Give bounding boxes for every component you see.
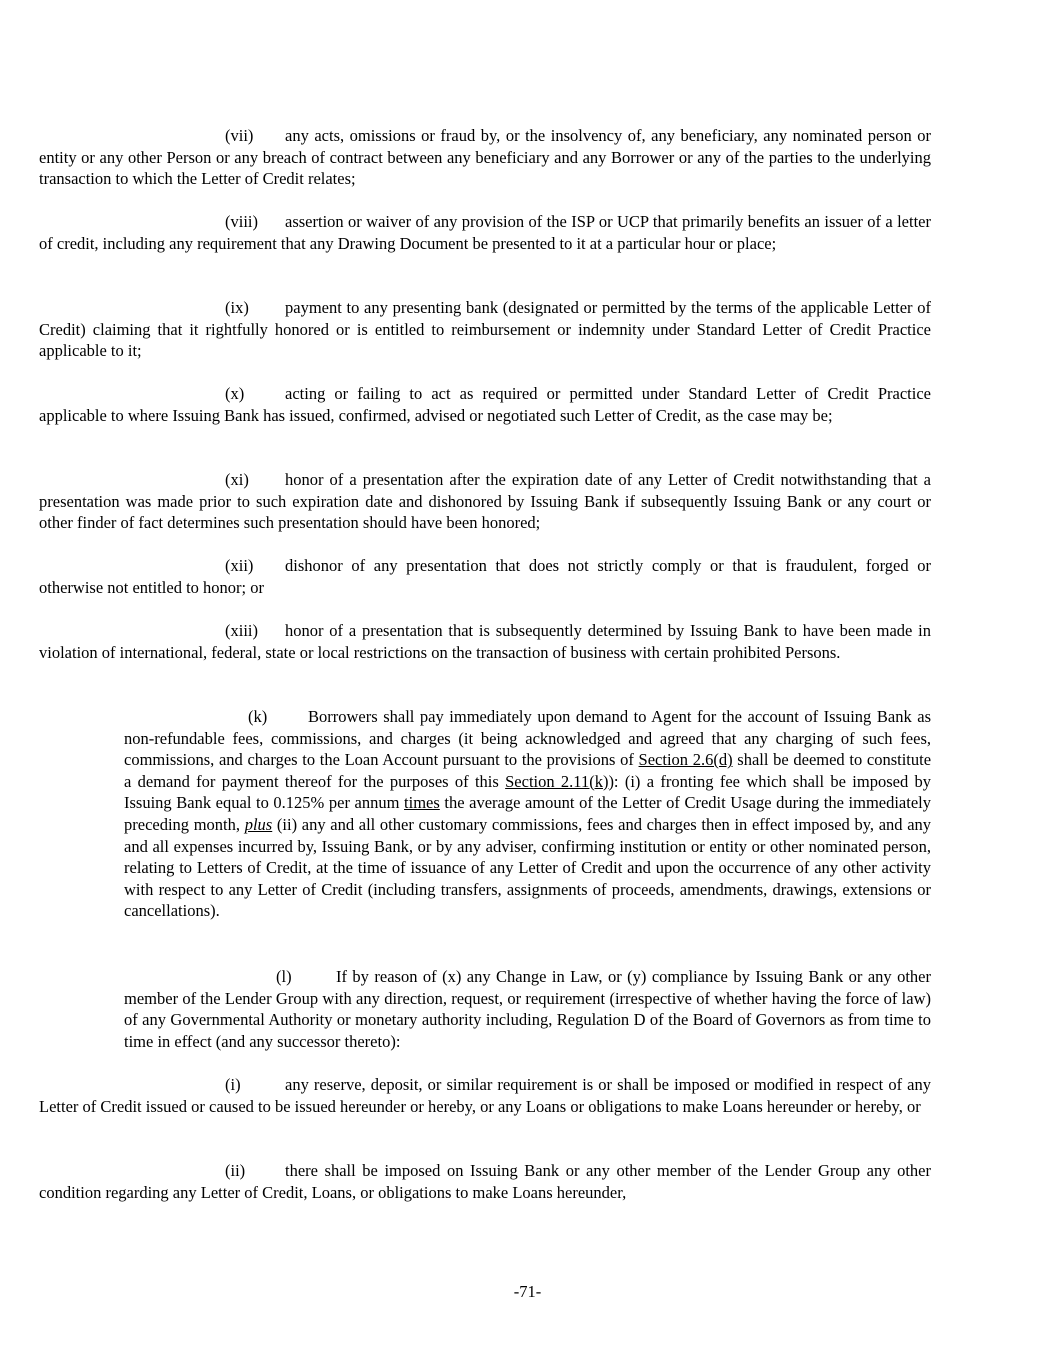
paragraph-xii [39, 555, 931, 598]
paragraph-xi [39, 469, 931, 534]
paragraph-text: ): (i) a fronting fee which shall be imposed by Issuing Bank equal to 0.125% per annum [124, 771, 932, 813]
paragraph-text: any reserve, deposit, or similar requirement is or shall be imposed or modified in respect of any Letter of Credit issued or caused to be issued hereunder or hereby, or any Loans or obligations to make Loans hereunder or hereby, or [39, 1075, 931, 1116]
section-reference: Section 2.6(d) [638, 750, 733, 770]
paragraph-vii [39, 125, 931, 190]
emphasis-term: times [404, 793, 440, 813]
page-number: -71- [513, 1282, 542, 1301]
paragraph-label: (xii) [225, 556, 254, 575]
section-reference: Section 2.11(k) [505, 771, 609, 791]
paragraph-xiii [39, 620, 931, 663]
paragraph-label: (xi) [225, 470, 249, 489]
paragraph-text: payment to any presenting bank (designated or permitted by the terms of the applicable Letter of Credit) claiming that it rightfully honored or is entitled to reimbursement or indemnity under Standard Letter of Credit Practice applicable to it; [39, 298, 931, 361]
paragraph-text: honor of a presentation after the expiration date of any Letter of Credit notwithstanding that a presentation was made prior to such expiration date and dishonored by Issuing Bank if subsequently Issuing Bank or any court or other finder of fact determines such presentation should have been honored; [39, 470, 931, 533]
paragraph-text: Borrowers shall pay immediately upon demand to Agent for the account of Issuing Bank as non-refundable fees, commissions, and charges (it being acknowledged and agreed that any charging of such fees, commissions, and charges to the Loan Account pursuant to the provisions of [124, 707, 931, 770]
paragraph-text: there shall be imposed on Issuing Bank or any other member of the Lender Group any other condition regarding any Letter of Credit, Loans, or obligations to make Loans hereunder, [39, 1161, 931, 1202]
paragraph-text: (ii) any and all other customary commissions, fees and charges then in effect imposed by, and any and all expenses incurred by, Issuing Bank, or by any adviser, confirming institution or entity or other nominated person, relating to Letters of Credit, at the time of issuance of any Letter of Credit and upon the occurrence of any other activity with respect to any Letter of Credit (including transfers, assignments of proceeds, amendments, drawings, extensions or cancellations). [124, 814, 932, 921]
paragraph-ix [39, 297, 931, 362]
paragraph-text: honor of a presentation that is subsequently determined by Issuing Bank to have been made in violation of international, federal, state or local restrictions on the transaction of business with certain prohibited Persons. [39, 621, 931, 662]
paragraph-label: (vii) [225, 126, 254, 145]
paragraph-x [39, 383, 931, 426]
paragraph-label: (xiii) [225, 621, 258, 640]
paragraph-text: dishonor of any presentation that does not strictly comply or that is fraudulent, forged or otherwise not entitled to honor; or [39, 556, 931, 597]
paragraph-text: acting or failing to act as required or permitted under Standard Letter of Credit Practice applicable to where Issuing Bank has issued, confirmed, advised or negotiated such Letter of Credit, as the case may be; [39, 384, 931, 425]
paragraph-ii [39, 1160, 931, 1203]
emphasis-term: plus [244, 814, 273, 834]
paragraph-text: shall be deemed to constitute a demand for payment thereof for the purposes of this [124, 750, 932, 791]
paragraph-label: (ix) [225, 298, 249, 317]
paragraph-l [124, 966, 931, 1052]
paragraph-label: (ii) [225, 1161, 246, 1180]
paragraph-i [39, 1074, 931, 1117]
paragraph-label: (k) [248, 707, 268, 726]
paragraph-text: assertion or waiver of any provision of the ISP or UCP that primarily benefits an issuer of a letter of credit, including any requirement that any Drawing Document be presented to it at a particular hour or place; [39, 212, 931, 253]
paragraph-label: (x) [225, 384, 245, 403]
paragraph-viii [39, 211, 931, 254]
paragraph-k [124, 706, 931, 922]
paragraph-text: any acts, omissions or fraud by, or the insolvency of, any beneficiary, any nominated person or entity or any other Person or any breach of contract between any beneficiary and any Borrower or any of the parties to the underlying transaction to which the Letter of Credit relates; [39, 126, 931, 189]
paragraph-text: If by reason of (x) any Change in Law, or (y) compliance by Issuing Bank or any other member of the Lender Group with any direction, request, or requirement (irrespective of whether having the force of law) of any Governmental Authority or monetary authority including, Regulation D of the Board of Governors as from time to time in effect (and any successor thereto): [124, 967, 931, 1051]
paragraph-label: (i) [225, 1075, 241, 1094]
paragraph-text: the average amount of the Letter of Credit Usage during the immediately preceding month, [124, 793, 931, 834]
paragraph-label: (viii) [225, 212, 258, 231]
paragraph-label: (l) [276, 967, 292, 986]
